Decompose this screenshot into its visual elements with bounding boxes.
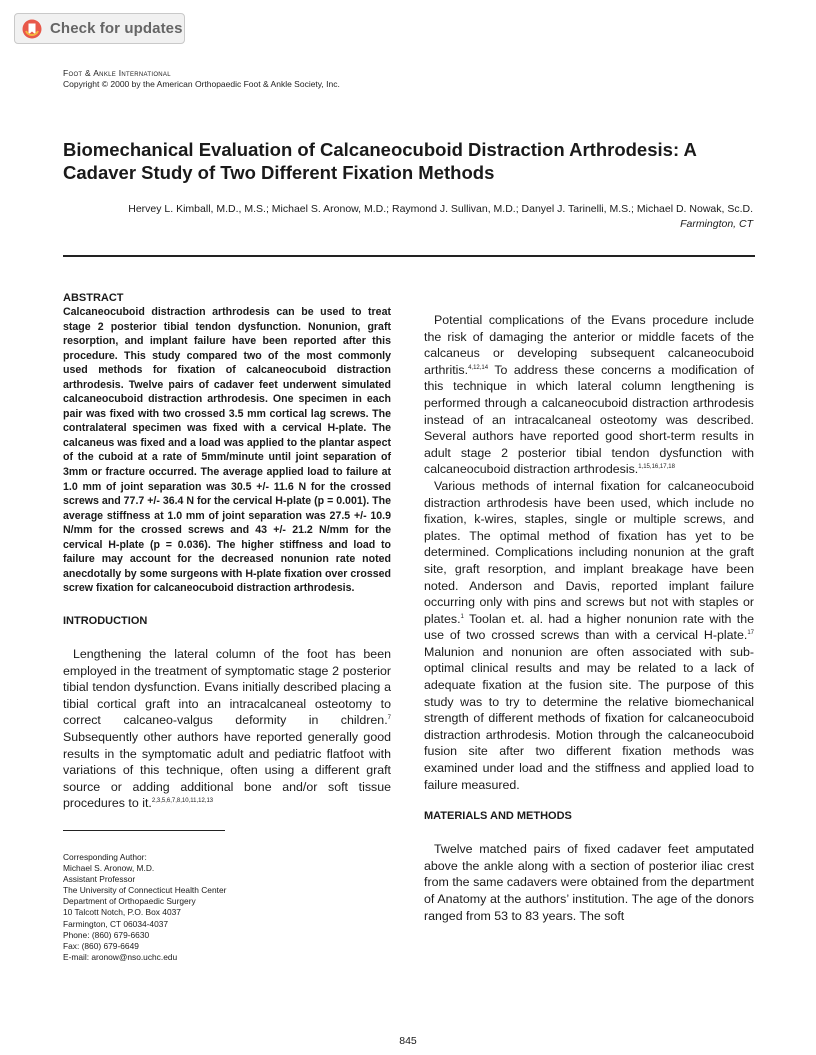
footnote-line: 10 Talcott Notch, P.O. Box 4037 — [63, 907, 181, 918]
intro-p3-text-a: Various methods of internal fixation for calcaneocuboid distraction arthrodesis have been used, which include no fixation, k-wires, staples, single or multiple screws, and plates. The optimal method of fixation has yet to be determined. Complications including nonunion at the graft site, graft resorption, and implant breakage have been noted. Anderson and Davis, reported implant failure occurring only with pins and screws but not with staples or plates. — [424, 478, 754, 626]
citation-ref: 1 — [460, 613, 464, 620]
author-names: Hervey L. Kimball, M.D., M.S.; Michael S. Aronow, M.D.; Raymond J. Sullivan, M.D.; Danyel J. Tarinelli, M.S.; Michael D. Nowak, Sc.D. — [128, 203, 753, 215]
intro-paragraph-2 — [424, 312, 754, 478]
bookmark-update-icon — [22, 19, 42, 39]
footnote-line: Assistant Professor — [63, 874, 136, 885]
right-column — [424, 290, 754, 924]
footnote-line: Phone: (860) 679-6630 — [63, 929, 150, 940]
footnote-line: Corresponding Author: — [63, 852, 147, 862]
intro-p3-text-b: Toolan et. al. had a higher nonunion rate with the use of two crossed screws than with a cervical H-plate. — [424, 611, 754, 643]
author-block — [63, 202, 753, 232]
footnote-line: Department of Orthopaedic Surgery — [63, 896, 196, 907]
badge-label: Check for updates — [50, 20, 183, 37]
citation-ref: 4,12,14 — [468, 364, 489, 371]
intro-paragraph-3 — [424, 478, 754, 793]
corresponding-author-footnote — [63, 852, 363, 963]
intro-p2-text-a: Potential complications of the Evans procedure include the risk of damaging the anterior or middle facets of the calcaneus or developing subsequent calcaneocuboid arthritis. — [424, 313, 754, 377]
footnote-line: Michael S. Aronow, M.D. — [63, 863, 155, 874]
journal-name: Foot & Ankle International — [63, 68, 171, 78]
intro-p2-text-b: To address these concerns a modification of this technique in which lateral column lengthening is performed through a calcaneocuboid distraction arthrodesis instead of an intracalcaneal osteotomy was described. Several authors have reported good short-term results in adult stage 2 posterior tibial tendon dysfunction with calcaneocuboid distraction arthrodesis. — [424, 362, 754, 477]
citation-ref: 7 — [387, 715, 391, 722]
intro-p1-text-b: Subsequently other authors have reported generally good results in the symptomatic adult and pediatric flatfoot with variations of this technique, often using a different graft source or adding additional bone and/or soft tissue procedures to it. — [63, 729, 391, 811]
footnote-divider — [63, 830, 225, 831]
footnote-line: E-mail: aronow@nso.uchc.edu — [63, 951, 178, 962]
methods-heading: MATERIALS AND METHODS — [424, 810, 572, 823]
page-number: 845 — [399, 1035, 417, 1047]
article-title: Biomechanical Evaluation of Calcaneocuboid Distraction Arthrodesis: A Cadaver Study of Two Different Fixation Methods — [63, 139, 697, 183]
title-divider — [63, 255, 755, 257]
abstract-body: Calcaneocuboid distraction arthrodesis can be used to treat stage 2 posterior tibial tendon dysfunction. Nonunion, graft resorption, and implant failure have been reported after this procedure. This study compared two of the most commonly used methods for fixation of calcaneocuboid distraction arthrodesis. Twelve pairs of cadaver feet underwent simulated calcaneocuboid distraction arthrodesis. One specimen in each pair was fixed with two crossed 3.5 mm cortical lag screws. The contralateral specimen was fixed with a cervical H-plate. The calcaneus was fixed and a load was applied to the plantar aspect of the cuboid at a rate of 5mm/minute until joint separation of 3mm or fracture occurred. The average applied load to failure at 1.0 mm of joint separation was 30.5 +/- 11.6 N for the crossed screws and 77.7 +/- 36.4 N for the cervical H-plate (p = 0.001). The average stiffness at 1.0 mm of joint separation was 27.5 +/- 10.9 N/mm for the crossed screws and 43 +/- 21.2 N/mm for the cervical H-plate (p = 0.036). The higher stiffness and load to failure may account for the decreased nonunion rate noted anecdotally by some surgeons with H-plate fixation over crossed screw fixation for calcaneocuboid distraction arthrodesis. — [63, 306, 391, 595]
citation-ref: 1,15,16,17,18 — [638, 464, 675, 471]
citation-ref: 17 — [747, 630, 754, 637]
introduction-heading: INTRODUCTION — [63, 614, 148, 627]
check-for-updates-badge[interactable] — [14, 13, 185, 44]
intro-paragraph-1 — [63, 646, 391, 812]
footnote-line: Fax: (860) 679-6649 — [63, 940, 139, 951]
copyright-line: Copyright © 2000 by the American Orthopaedic Foot & Ankle Society, Inc. — [63, 79, 340, 89]
intro-p3-text-c: Malunion and nonunion are often associated with sub-optimal clinical results and may be related to a lack of adequate fixation at the fusion site. The purpose of this study was to try to determine the relative biomechanical strength of different methods of fixation for calcaneocuboid distraction arthrodesis. Motion through the calcaneocuboid fusion site after two different fixation methods was examined under load and the stiffness and applied load to failure measured. — [424, 644, 754, 792]
footnote-line: Farmington, CT 06034-4037 — [63, 918, 169, 929]
citation-ref: 2,3,5,6,7,8,10,11,12,13 — [151, 798, 214, 805]
journal-header — [63, 68, 340, 90]
methods-paragraph-1: Twelve matched pairs of fixed cadaver feet amputated above the ankle along with a section of posterior iliac crest from the same cadavers were obtained from the department of Anatomy at the authors’ institution. The age of the donors ranged from 53 to 83 years. The soft — [424, 842, 754, 923]
author-affiliation: Farmington, CT — [680, 218, 753, 230]
abstract-heading: ABSTRACT — [63, 292, 124, 304]
footnote-line: The University of Connecticut Health Center — [63, 885, 227, 896]
left-column — [63, 291, 391, 812]
intro-p1-text-a: Lengthening the lateral column of the foot has been employed in the treatment of symptomatic stage 2 posterior tibial tendon dysfunction. Evans initially described placing a tibial cortical graft into an intracalcaneal osteotomy to correct calcaneo-valgus deformity in children. — [63, 646, 391, 728]
